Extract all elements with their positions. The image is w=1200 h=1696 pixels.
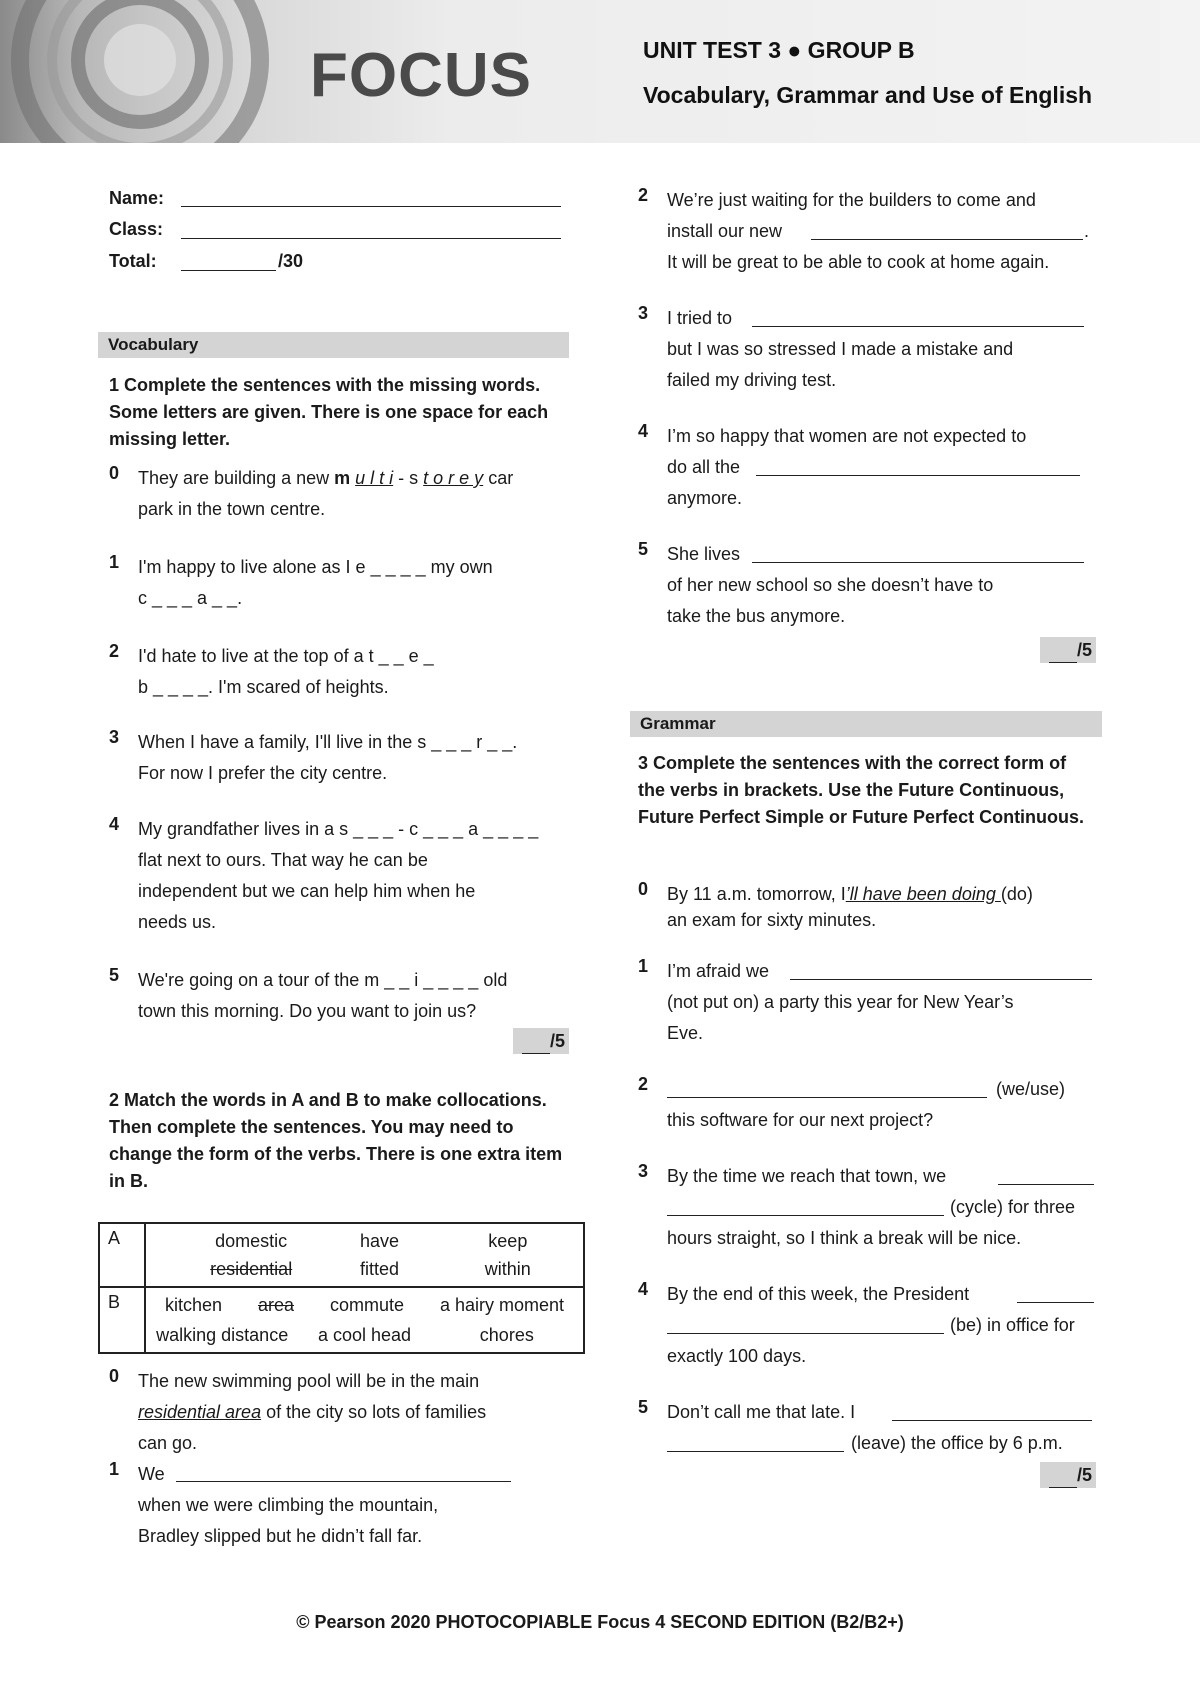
item-text[interactable]: c _ _ _ a _ _. bbox=[138, 588, 243, 608]
unit-subtitle: Vocabulary, Grammar and Use of English bbox=[643, 82, 1093, 108]
answer-blank[interactable] bbox=[790, 979, 1092, 980]
item-text: needs us. bbox=[138, 912, 217, 932]
total-max: /30 bbox=[278, 251, 304, 271]
example-answer: residential area bbox=[138, 1402, 262, 1422]
answer-blank[interactable] bbox=[176, 1481, 511, 1482]
item-number: 0 bbox=[638, 879, 649, 899]
exercise-1-score[interactable] bbox=[513, 1028, 569, 1054]
item-number: 4 bbox=[109, 814, 120, 834]
name-label: Name: bbox=[109, 188, 165, 208]
collocations-table bbox=[98, 1222, 585, 1354]
item-text: town this morning. Do you want to join us? bbox=[138, 1001, 477, 1021]
item-text: take the bus anymore. bbox=[667, 606, 846, 626]
item-text: For now I prefer the city centre. bbox=[138, 763, 388, 783]
item-text[interactable]: I'd hate to live at the top of a t _ _ e _ bbox=[138, 646, 434, 666]
answer-blank[interactable] bbox=[667, 1451, 844, 1452]
item-text: exactly 100 days. bbox=[667, 1346, 807, 1366]
item-text: Don’t call me that late. I bbox=[667, 1402, 856, 1422]
item-text: (be) in office for bbox=[950, 1315, 1075, 1335]
item-number: 0 bbox=[109, 463, 120, 483]
score-max: /5 bbox=[549, 1031, 565, 1051]
word-b: chores bbox=[479, 1325, 534, 1345]
item-number: 2 bbox=[638, 1074, 649, 1094]
item-text: failed my driving test. bbox=[667, 370, 837, 390]
item-text: Bradley slipped but he didn’t fall far. bbox=[138, 1526, 423, 1546]
answer-letter: m bbox=[334, 468, 356, 488]
answer-blank[interactable] bbox=[756, 475, 1080, 476]
item-text: It will be great to be able to cook at home again. bbox=[667, 252, 1050, 272]
item-text: They are building a new bbox=[138, 468, 335, 488]
exercise-2-instruction: 2 Match the words in A and B to make collocations. Then complete the sentences. You may need to change the form of the verbs. There is one extra item in B. bbox=[109, 1090, 563, 1191]
answer-blank[interactable] bbox=[667, 1097, 987, 1098]
word-b: a cool head bbox=[317, 1325, 412, 1345]
item-text: independent but we can help him when he bbox=[138, 881, 476, 901]
word-a: have bbox=[359, 1231, 400, 1251]
item-number: 1 bbox=[109, 1459, 120, 1479]
item-text: We bbox=[138, 1464, 165, 1484]
item-text: (cycle) for three bbox=[950, 1197, 1076, 1217]
word-b-used: area bbox=[257, 1295, 294, 1315]
word-a: fitted bbox=[359, 1259, 399, 1279]
exercise-3-instruction: 3 Complete the sentences with the correct form of the verbs in brackets. Use the Future Continuous, Future Perfect Simple or Future Perfect Continuous. bbox=[638, 753, 1085, 827]
item-text[interactable]: I'm happy to live alone as I e _ _ _ _ my own bbox=[138, 557, 493, 577]
focus-logo-graphic bbox=[0, 0, 300, 143]
total-label: Total: bbox=[109, 251, 157, 271]
item-text: I’m afraid we bbox=[667, 961, 770, 981]
word-b: walking distance bbox=[156, 1325, 289, 1345]
item-number: 0 bbox=[109, 1366, 120, 1386]
item-text: (we/use) bbox=[996, 1079, 1066, 1099]
item-text: can go. bbox=[138, 1433, 198, 1453]
item-number: 1 bbox=[109, 552, 120, 572]
item-text: (not put on) a party this year for New Year’s bbox=[667, 992, 1014, 1012]
exercise-2-score[interactable] bbox=[1040, 637, 1096, 663]
item-text: park in the town centre. bbox=[138, 499, 326, 519]
item-text: She lives bbox=[667, 544, 741, 564]
item-text[interactable]: b _ _ _ _. I'm scared of heights. bbox=[138, 677, 389, 697]
item-number: 5 bbox=[109, 965, 120, 985]
item-text[interactable]: My grandfather lives in a s _ _ _ - c _ _ _ a _ _ _ _ bbox=[138, 819, 539, 839]
item-number: 4 bbox=[638, 1279, 649, 1299]
item-number: 1 bbox=[638, 956, 649, 976]
item-text: (do) bbox=[1000, 884, 1033, 904]
footer-copyright: © Pearson 2020 PHOTOCOPIABLE Focus 4 SECOND EDITION (B2/B2+) bbox=[296, 1612, 904, 1632]
class-field[interactable] bbox=[181, 238, 561, 239]
item-text: . bbox=[1084, 221, 1090, 241]
example-answer: u l t i bbox=[355, 468, 394, 488]
item-text: (leave) the office by 6 p.m. bbox=[851, 1433, 1063, 1453]
item-number: 2 bbox=[638, 185, 649, 205]
answer-blank[interactable] bbox=[1017, 1302, 1094, 1303]
answer-blank[interactable] bbox=[752, 326, 1084, 327]
item-text: By 11 a.m. tomorrow, I bbox=[667, 884, 846, 904]
item-number: 5 bbox=[638, 539, 649, 559]
brand-logo: FOCUS bbox=[310, 41, 532, 110]
item-text: of the city so lots of families bbox=[261, 1402, 487, 1422]
answer-letter: - s bbox=[393, 468, 424, 488]
name-field[interactable] bbox=[181, 206, 561, 207]
item-text: do all the bbox=[667, 457, 741, 477]
item-text: We’re just waiting for the builders to come and bbox=[667, 190, 1036, 210]
answer-blank[interactable] bbox=[892, 1420, 1092, 1421]
answer-blank[interactable] bbox=[998, 1184, 1094, 1185]
item-number: 3 bbox=[109, 727, 120, 747]
word-a: within bbox=[484, 1259, 531, 1279]
item-number: 2 bbox=[109, 641, 120, 661]
item-number: 4 bbox=[638, 421, 649, 441]
answer-blank[interactable] bbox=[667, 1333, 944, 1334]
item-text: I’m so happy that women are not expected to bbox=[667, 426, 1027, 446]
table-label-a: A bbox=[99, 1223, 145, 1287]
answer-blank[interactable] bbox=[811, 239, 1083, 240]
item-text: this software for our next project? bbox=[667, 1110, 934, 1130]
item-text: I tried to bbox=[667, 308, 733, 328]
item-text[interactable]: When I have a family, I'll live in the s _ _ _ r _ _. bbox=[138, 732, 518, 752]
table-label-b: B bbox=[99, 1287, 145, 1353]
item-text: car bbox=[483, 468, 514, 488]
word-a: domestic bbox=[215, 1231, 288, 1251]
header-banner bbox=[0, 0, 1200, 143]
item-text: of her new school so she doesn’t have to bbox=[667, 575, 994, 595]
answer-blank[interactable] bbox=[667, 1215, 944, 1216]
item-text: when we were climbing the mountain, bbox=[138, 1495, 439, 1515]
item-text[interactable]: We're going on a tour of the m _ _ i _ _ _ _ old bbox=[138, 970, 508, 990]
item-text: Eve. bbox=[667, 1023, 704, 1043]
total-field[interactable] bbox=[181, 270, 276, 271]
word-b: kitchen bbox=[164, 1295, 223, 1315]
word-b: commute bbox=[329, 1295, 404, 1315]
item-text: an exam for sixty minutes. bbox=[667, 910, 877, 930]
item-number: 3 bbox=[638, 303, 649, 323]
exercise-3-score[interactable] bbox=[1040, 1462, 1096, 1488]
item-text: The new swimming pool will be in the main bbox=[138, 1371, 480, 1391]
score-max: /5 bbox=[1076, 1465, 1092, 1485]
word-a: keep bbox=[488, 1231, 528, 1251]
item-text: hours straight, so I think a break will be nice. bbox=[667, 1228, 1022, 1248]
vocabulary-heading: Vocabulary bbox=[98, 332, 569, 358]
example-answer: ’ll have been doing bbox=[845, 884, 1001, 904]
word-a-used: residential bbox=[210, 1259, 293, 1279]
item-text: By the time we reach that town, we bbox=[667, 1166, 947, 1186]
item-text: but I was so stressed I made a mistake and bbox=[667, 339, 1014, 359]
unit-title: UNIT TEST 3 ● GROUP B bbox=[643, 37, 915, 63]
class-label: Class: bbox=[109, 219, 164, 239]
item-text: install our new bbox=[667, 221, 783, 241]
word-b: a hairy moment bbox=[439, 1295, 565, 1315]
grammar-heading: Grammar bbox=[630, 711, 1102, 737]
item-number: 5 bbox=[638, 1397, 649, 1417]
item-text: flat next to ours. That way he can be bbox=[138, 850, 428, 870]
item-number: 3 bbox=[638, 1161, 649, 1181]
answer-blank[interactable] bbox=[752, 562, 1084, 563]
exercise-1-instruction: 1 Complete the sentences with the missing words. Some letters are given. There is one space for each missing letter. bbox=[109, 375, 549, 449]
item-text: anymore. bbox=[667, 488, 743, 508]
item-text: By the end of this week, the President bbox=[667, 1284, 970, 1304]
example-answer: t o r e y bbox=[423, 468, 484, 488]
score-max: /5 bbox=[1076, 640, 1092, 660]
